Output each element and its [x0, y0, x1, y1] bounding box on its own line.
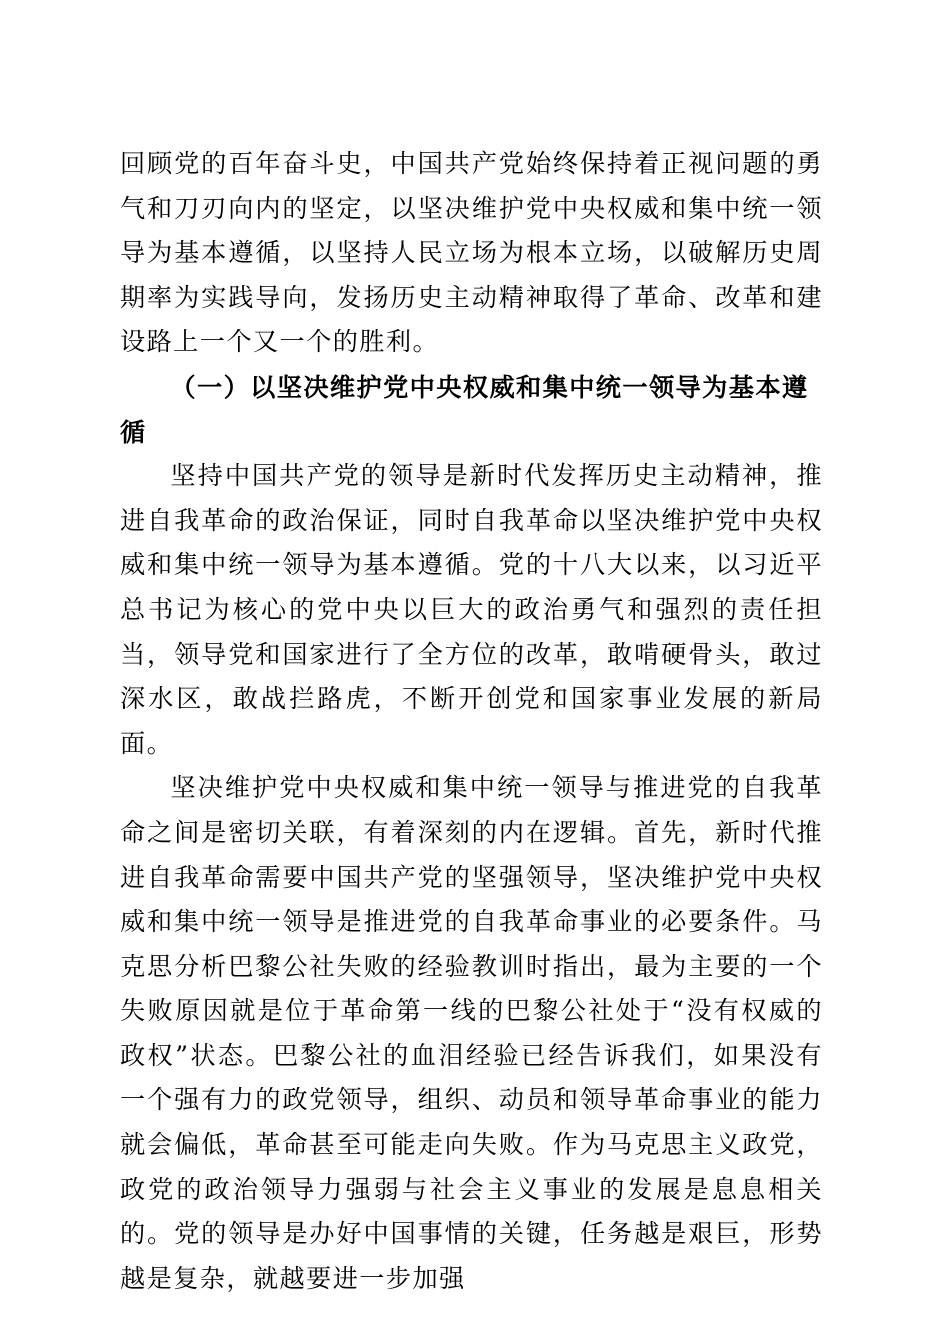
body-paragraph-1: 坚持中国共产党的领导是新时代发挥历史主动精神，推进自我革命的政治保证，同时自我革命以坚决维护党中央权威和集中统一领导为基本遵循。党的十八大以来，以习近平总书记为核心的党中央以巨大的政治勇气和强烈的责任担当，领导党和国家进行了全方位的改革，敢啃硬骨头，敢过深水区，敢战拦路虎，不断开创党和国家事业发展的新局面。	[120, 461, 823, 758]
body-paragraph-2: 坚决维护党中央权威和集中统一领导与推进党的自我革命之间是密切关联，有着深刻的内在逻辑。首先，新时代推进自我革命需要中国共产党的坚强领导，坚决维护党中央权威和集中统一领导是推进党的自我革命事业的必要条件。马克思分析巴黎公社失败的经验教训时指出，最为主要的一个失败原因就是位于革命第一线的巴黎公社处于“没有权威的政权”状态。巴黎公社的血泪经验已经告诉我们，如果没有一个强有力的政党领导，组织、动员和领导革命事业的能力就会偏低，革命甚至可能走向失败。作为马克思主义政党，政党的政治领导力强弱与社会主义事业的发展是息息相关的。党的领导是办好中国事情的关键，任务越是艰巨，形势越是复杂，就越要进一步加强	[120, 773, 823, 1293]
intro-paragraph: 回顾党的百年奋斗史，中国共产党始终保持着正视问题的勇气和刀刃向内的坚定，以坚决维护党中央权威和集中统一领导为基本遵循，以坚持人民立场为根本立场，以破解历史周期率为实践导向，发扬历史主动精神取得了革命、改革和建设路上一个又一个的胜利。	[120, 149, 823, 357]
document-body	[120, 142, 823, 1301]
section-heading: （一）以坚决维护党中央权威和集中统一领导为基本遵循	[120, 371, 809, 447]
